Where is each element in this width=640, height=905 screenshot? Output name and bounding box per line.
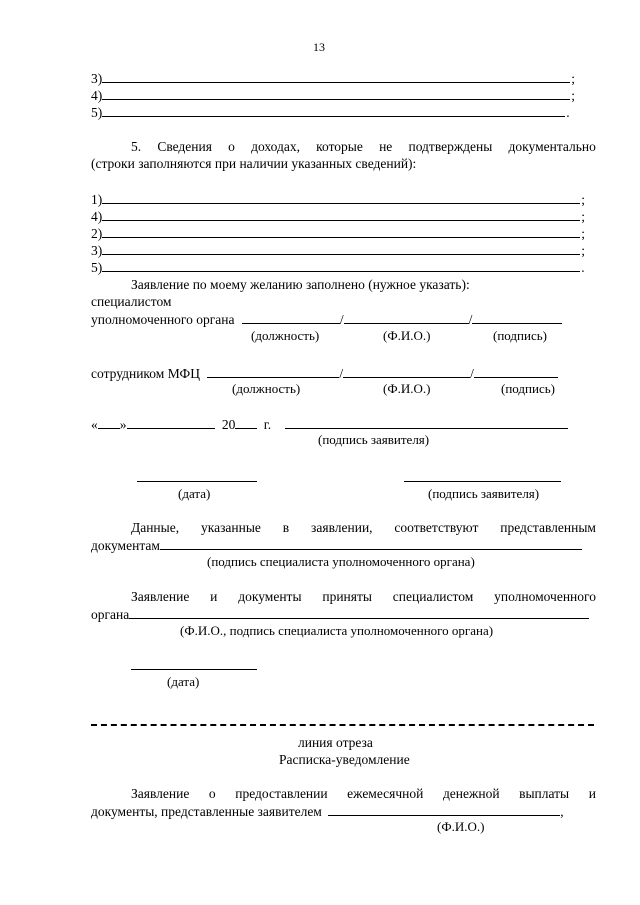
date-line — [91, 416, 568, 433]
word: подтверждены — [408, 139, 493, 154]
accepted-line1 — [131, 589, 596, 605]
list-item — [91, 242, 585, 259]
caption-date: (дата) — [178, 486, 211, 501]
position-line — [207, 365, 339, 378]
caption-fio-signature: (Ф.И.О., подпись специалиста уполномоченного органа) — [180, 623, 494, 638]
caption-date: (дата) — [167, 674, 200, 689]
word: Заявление — [131, 589, 190, 604]
section5-line1 — [131, 139, 596, 155]
word: в — [282, 520, 290, 535]
caption-position: (должность) — [232, 381, 301, 396]
item-end: ; — [581, 243, 586, 258]
item-end: ; — [571, 71, 576, 86]
caption-position: (должность) — [251, 328, 320, 343]
word: Сведения — [157, 139, 212, 154]
year-prefix: 20 — [221, 417, 236, 432]
date-fill-line — [131, 669, 257, 670]
item-number: 5) — [91, 260, 103, 275]
fill-line — [102, 104, 565, 117]
word: заявлении, — [311, 520, 373, 535]
word: и — [210, 589, 218, 604]
fill-line — [102, 242, 580, 255]
caption-signature: (подпись) — [493, 328, 547, 343]
year-line — [235, 416, 257, 429]
list-item — [91, 70, 575, 87]
fio-line — [343, 365, 470, 378]
filled-by-intro: Заявление по моему желанию заполнено (нужное указать): — [131, 277, 470, 292]
documents-label: документам — [91, 538, 160, 553]
word: приняты — [322, 589, 372, 604]
word: Заявление — [131, 786, 190, 801]
authority-label: органа — [91, 607, 130, 622]
word: 5. — [131, 139, 142, 154]
item-end: ; — [571, 88, 576, 103]
word: соответствуют — [394, 520, 479, 535]
item-number: 4) — [91, 209, 103, 224]
quote-open: « — [91, 417, 98, 432]
fill-line — [102, 208, 580, 221]
signature-line — [474, 365, 558, 378]
cut-label: линия отреза — [298, 735, 373, 750]
line-end: , — [560, 804, 564, 819]
item-number: 4) — [91, 88, 103, 103]
word: которые — [316, 139, 363, 154]
authority-line — [91, 311, 562, 328]
applicant-fio-line — [328, 803, 560, 816]
caption-applicant: (подпись заявителя) — [428, 486, 540, 501]
word: о — [228, 139, 235, 154]
date-fill-line — [137, 481, 257, 482]
signature-line — [160, 537, 582, 550]
receipt-label: документы, представленные заявителем — [91, 804, 322, 819]
item-end: ; — [581, 192, 586, 207]
mfc-label: сотрудником МФЦ — [91, 366, 200, 381]
accepted-line2 — [91, 606, 589, 623]
caption-applicant: (подпись заявителя) — [318, 432, 430, 447]
caption-fio: (Ф.И.О.) — [383, 381, 431, 396]
word: не — [379, 139, 393, 154]
item-end: . — [581, 260, 585, 275]
word: документы — [238, 589, 302, 604]
cut-line — [91, 724, 594, 726]
item-number: 3) — [91, 71, 103, 86]
word: ежемесячной — [347, 786, 424, 801]
separator: / — [468, 312, 473, 327]
list-item — [91, 208, 585, 225]
caption-signature: (подпись) — [501, 381, 555, 396]
position-line — [242, 311, 340, 324]
item-number: 5) — [91, 105, 103, 120]
fill-line — [102, 191, 580, 204]
separator: / — [470, 366, 474, 381]
list-item — [91, 87, 575, 104]
word: о — [208, 786, 216, 801]
signature-fill-line — [404, 481, 561, 482]
separator: / — [339, 312, 344, 327]
list-item — [91, 191, 585, 208]
fill-line — [102, 259, 580, 272]
receipt-line1 — [131, 786, 596, 802]
word: выплаты — [519, 786, 570, 801]
word: денежной — [442, 786, 500, 801]
data-match-line1 — [131, 520, 596, 536]
fio-line — [344, 311, 469, 324]
day-line — [98, 416, 120, 429]
item-number: 2) — [91, 226, 103, 241]
item-number: 3) — [91, 243, 103, 258]
caption-fio: (Ф.И.О.) — [383, 328, 431, 343]
word: Данные, — [131, 520, 180, 535]
data-match-line2 — [91, 537, 582, 554]
mfc-line — [91, 365, 558, 382]
separator: / — [339, 366, 344, 381]
item-end: ; — [581, 209, 586, 224]
page-number: 13 — [313, 40, 325, 54]
word: доходах, — [251, 139, 300, 154]
caption-fio: (Ф.И.О.) — [437, 819, 485, 834]
item-number: 1) — [91, 192, 103, 207]
item-end: ; — [581, 226, 586, 241]
list-item — [91, 225, 585, 242]
fio-signature-line — [129, 606, 589, 619]
list-item — [91, 259, 585, 276]
word: специалистом — [392, 589, 474, 604]
month-line — [127, 416, 215, 429]
fill-line — [102, 70, 570, 83]
word: предоставлении — [235, 786, 328, 801]
fill-line — [102, 87, 570, 100]
list-item — [91, 104, 570, 121]
quote-close: » — [119, 417, 127, 432]
specialist-label: специалистом — [91, 294, 172, 309]
signature-line — [472, 311, 562, 324]
caption-specialist-signature: (подпись специалиста уполномоченного органа) — [207, 554, 475, 569]
word: и — [588, 786, 596, 801]
year-suffix: г. — [263, 417, 272, 432]
applicant-signature-line — [285, 416, 568, 429]
word: представленным — [500, 520, 596, 535]
authority-label: уполномоченного органа — [91, 312, 235, 327]
receipt-title: Расписка-уведомление — [279, 752, 410, 767]
word: указанные — [200, 520, 261, 535]
section5-line2: (строки заполняются при наличии указанных сведений): — [91, 156, 417, 171]
fill-line — [102, 225, 580, 238]
item-end: . — [566, 105, 570, 120]
word: документально — [508, 139, 596, 154]
word: уполномоченного — [494, 589, 596, 604]
receipt-line2 — [91, 803, 564, 820]
